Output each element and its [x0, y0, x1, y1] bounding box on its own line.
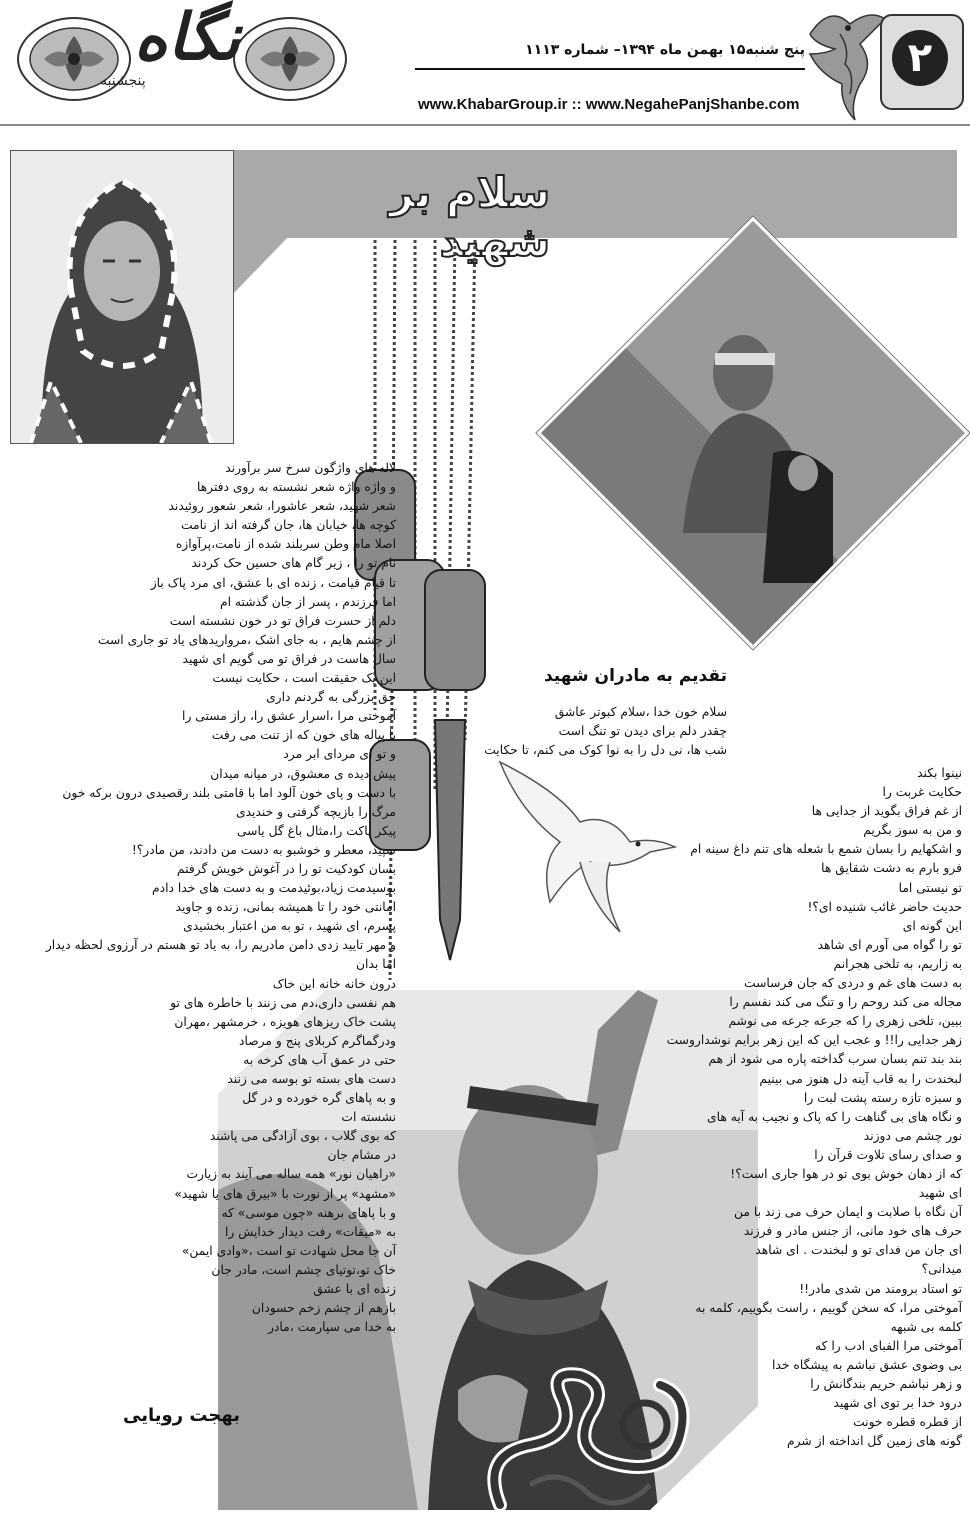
poem-line: نور چشم می دوزند: [863, 1128, 962, 1143]
poem-line: نام تو را ، زیر گام های حسین حک کردند: [191, 556, 396, 571]
masthead-subtitle: پنجشنبه: [100, 73, 146, 89]
poem-line: تو استاد برومند من شدی مادر!!: [799, 1281, 962, 1296]
poem-line: گونه های زمین گل انداخته از شرم: [787, 1434, 962, 1449]
poem-line: درون خانه خانه این خاک: [272, 976, 396, 991]
poem-line: شب ها، نی دل را به نوا کوک می کنم، تا حکایت: [484, 743, 727, 758]
header-bottom-rule: [0, 124, 970, 126]
ornament-right-icon: [230, 14, 350, 104]
poem-line: نینوا بکند: [917, 766, 962, 780]
poem-line: این یک حقیقت است ، حکایت نیست: [212, 671, 396, 686]
poem-line: «مشهد» پر از نورت با «بیرق های یا شهید»: [174, 1186, 396, 1201]
poem-line: و زهر نباشم حریم بندگانش را: [810, 1377, 962, 1391]
poem-line: بسان کودکیت تو را در آغوش خویش گرفتم: [176, 861, 396, 876]
poem-line: میدانی؟: [921, 1262, 962, 1277]
soldier-photo-frame: [520, 240, 970, 660]
poem-line: دست های بسته تو بوسه می زنند: [227, 1072, 396, 1086]
poem-line: بند بند تنم بسان سرب گداخته پاره می شود از هم: [708, 1052, 962, 1067]
poem-line: آن جا محل شهادت تو است ،«وادی ایمن»: [181, 1243, 396, 1258]
poem-line: حرف های خود مانی، از جنس مادر و فرزند: [743, 1224, 962, 1239]
masthead-logo: نگاه: [134, 0, 241, 75]
poem-line: بوسیدمت زیاد،بوئیدمت و به دست های خدا دادم: [152, 881, 396, 896]
poem-line: حکایت غربت را: [882, 785, 962, 800]
poem-line: بی وضوی عشق نباشم به پیشگاه خدا: [772, 1357, 962, 1372]
poem-line: دلم از حسرت فراق تو در خون نشسته است: [169, 613, 396, 628]
poem-line: در مشام جان: [327, 1148, 396, 1163]
poem-line: سلام خون خدا ،سلام کبوتر عاشق: [554, 705, 727, 719]
poem-line: پیکر پاکت را،مثال باغ گل یاسی: [236, 823, 396, 838]
poem-line: و تو ای مردای ابر مرد: [283, 747, 396, 762]
poem-line: شعر شهید، شعر عاشورا، شعر شعور روئیدند: [168, 499, 396, 514]
page-title: سلام بر شهید: [389, 168, 550, 266]
right-poem-column: [590, 764, 962, 1451]
header-rule: [415, 68, 805, 70]
issue-line: پنج شنبه۱۵ بهمن ماه ۱۳۹۴– شماره ۱۱۱۳: [525, 42, 805, 58]
poem-line: این گونه ای: [902, 918, 962, 933]
poem-line: و با پاهای برهنه «چون موسی» که: [221, 1205, 396, 1220]
poem-line: تو نیستی اما: [898, 880, 962, 895]
poem-line: به «میقات» رفت دیدار خدایش را: [225, 1224, 396, 1239]
poem-line: و اشکهایم را بسان شمع با شعله های تنم داغ سینه ام: [690, 842, 962, 857]
poem-line: پشت خاک ریزهای هویزه ، خرمشهر ،مهران: [174, 1014, 396, 1029]
poem-line: بازهم از چشم زخم حسودان: [251, 1301, 396, 1316]
poem-line: و به پاهای گره خورده و در گل: [242, 1091, 396, 1106]
poem-line: سال هاست در فراق تو می گویم ای شهید: [182, 651, 396, 666]
poem-line: ای جان من فدای تو و لبخندت . ای شاهد: [755, 1243, 962, 1258]
poem-line: به زاریم، به تلخی هجرانم: [833, 956, 962, 971]
poem-line: حتی در عمق آب های کرخه به: [243, 1052, 396, 1067]
poem-line: حق بزرگی به گردنم داری: [266, 690, 396, 705]
poem-line: ای شهید: [918, 1186, 962, 1201]
poem-line: کلمه بی شبهه: [890, 1319, 962, 1334]
poem-line: فرو بارم به دشت شقایق ها: [821, 861, 962, 876]
poem-line: به خدا می سپارمت ،مادر: [267, 1320, 396, 1335]
poem-line: و صدای رسای تلاوت قرآن را: [814, 1147, 962, 1162]
poem-line: سپید، معطر و خوشبو به دست من دادند، من مادر؟!: [131, 842, 396, 857]
poem-line: اما فرزندم ، پسر از جان گذشته ام: [219, 594, 396, 609]
poem-line: از غم فراق بگوید از جدایی ها: [811, 804, 962, 819]
soldier-mother-photo: [537, 217, 970, 650]
poem-line: لاله های واژگون سرخ سر برآورند: [225, 461, 396, 475]
poem-line: امانتی خود را تا همیشه بمانی، زنده و جاوید: [175, 900, 396, 915]
poem-line: و مهر تایید زدی دامن مادریم را، به یاد تو هستم در آرزوی لحظه دیدار: [45, 938, 396, 953]
ornament-left-icon: [14, 14, 134, 104]
poem-line: که بوی گلاب ، بوی آزادگی می پاشند: [209, 1129, 396, 1144]
poem-line: تو را گواه می آورم ای شاهد: [817, 937, 962, 952]
page-header: [0, 0, 970, 128]
poem-line: که از دهان خوش بوی تو در هوا جاری است؟!: [730, 1166, 962, 1181]
poem-line: «راهیان نور» همه ساله می آیند به زیارت: [186, 1167, 396, 1182]
poem-line: اما بدان: [356, 957, 396, 972]
author-portrait: [10, 150, 234, 444]
poem-line: لبخندت را به قاب آینه دل هنوز می بینیم: [759, 1071, 962, 1086]
author-name: بهجت رویایی: [123, 1405, 240, 1426]
poem-line: آموختی مرا ،اسرار عشق را، راز مستی را: [182, 709, 396, 724]
poem-line: زهر جدایی را!! و عجب این که این زهر برایم نوشداروست: [666, 1033, 962, 1048]
poem-line: و نگاه های بی گناهت را که پاک و نجیب به آیه های: [706, 1109, 962, 1124]
poem-line: خاک تو،توتیای چشم است، مادر جان: [211, 1262, 396, 1277]
poem-line: با دست و پای خون آلود اما با قامتی بلند رقصیدی درون برکه خون: [62, 785, 396, 800]
poem-line: مجاله می کند روحم را و تنگ می کند نفسم را: [729, 995, 962, 1010]
poem-line: ودرگماگرم کربلای پنج و مرصاد: [238, 1033, 396, 1048]
poem-line: حدیث حاضر غائب شنیده ای؟!: [807, 899, 962, 914]
poem-line: آموختی مرا، که سخن گوییم ، راست بگوییم، کلمه به: [695, 1300, 962, 1315]
right-poem-intro: [480, 703, 727, 760]
left-poem-column: [12, 459, 396, 1337]
poem-line: کوچه ها، خیابان ها، جان گرفته اند از نامت: [180, 518, 396, 533]
poem-line: از چشم هایم ، به جای اشک ،مرواریدهای یاد تو جاری است: [97, 632, 396, 647]
poem-line: پسرم، ای شهید ، تو به من اعتبار بخشیدی: [183, 919, 396, 934]
poem-line: تا قیام قیامت ، زنده ای با عشق، ای مرد پاک باز: [150, 575, 396, 590]
website-url: www.KhabarGroup.ir :: www.NegahePanjShanbe.com: [418, 96, 800, 113]
poem-line: و واژه واژه شعر نشسته به روی دفترها: [196, 480, 396, 495]
phoenix-ornament-icon: [800, 4, 890, 122]
poem-line: زنده ای با عشق: [313, 1282, 396, 1297]
poem-line: با پیاله های خون که از تنت می رفت: [211, 728, 396, 743]
page-number: ۲: [892, 30, 948, 86]
poem-line: آن نگاه با صلابت و ایمان حرف می زند با من: [734, 1205, 962, 1220]
poem-line: مرگ را بازیچه گرفتی و خندیدی: [235, 804, 396, 819]
poem-line: و سبزه تازه رسته پشت لبت را: [803, 1090, 962, 1105]
poem-line: چقدر دلم برای دیدن تو تنگ است: [558, 724, 727, 739]
poem-line: درود خدا بر توی ای شهید: [833, 1396, 962, 1411]
poem-line: هم نفسی داری،دم می زنند با خاطره های تو: [170, 995, 396, 1010]
poem-dedication: تقدیم به مادران شهید: [543, 666, 727, 686]
poem-line: نشسته ات: [341, 1110, 396, 1125]
poem-line: و من به سوز بگریم: [863, 823, 962, 838]
poem-line: از قطره قطره خونت: [853, 1415, 962, 1430]
poem-line: آموختی مرا الفبای ادب را که: [815, 1338, 962, 1353]
poem-line: به دست های غم و دردی که جان فرساست: [744, 976, 962, 991]
poem-line: ببین، تلخی زهری را که جرعه جرعه می نوشم: [728, 1014, 962, 1029]
poem-line: اصلا مام وطن سربلند شده از نامت،پرآوازه: [175, 537, 396, 552]
poem-line: پیش دیده ی معشوق، در میانه میدان: [210, 766, 396, 781]
